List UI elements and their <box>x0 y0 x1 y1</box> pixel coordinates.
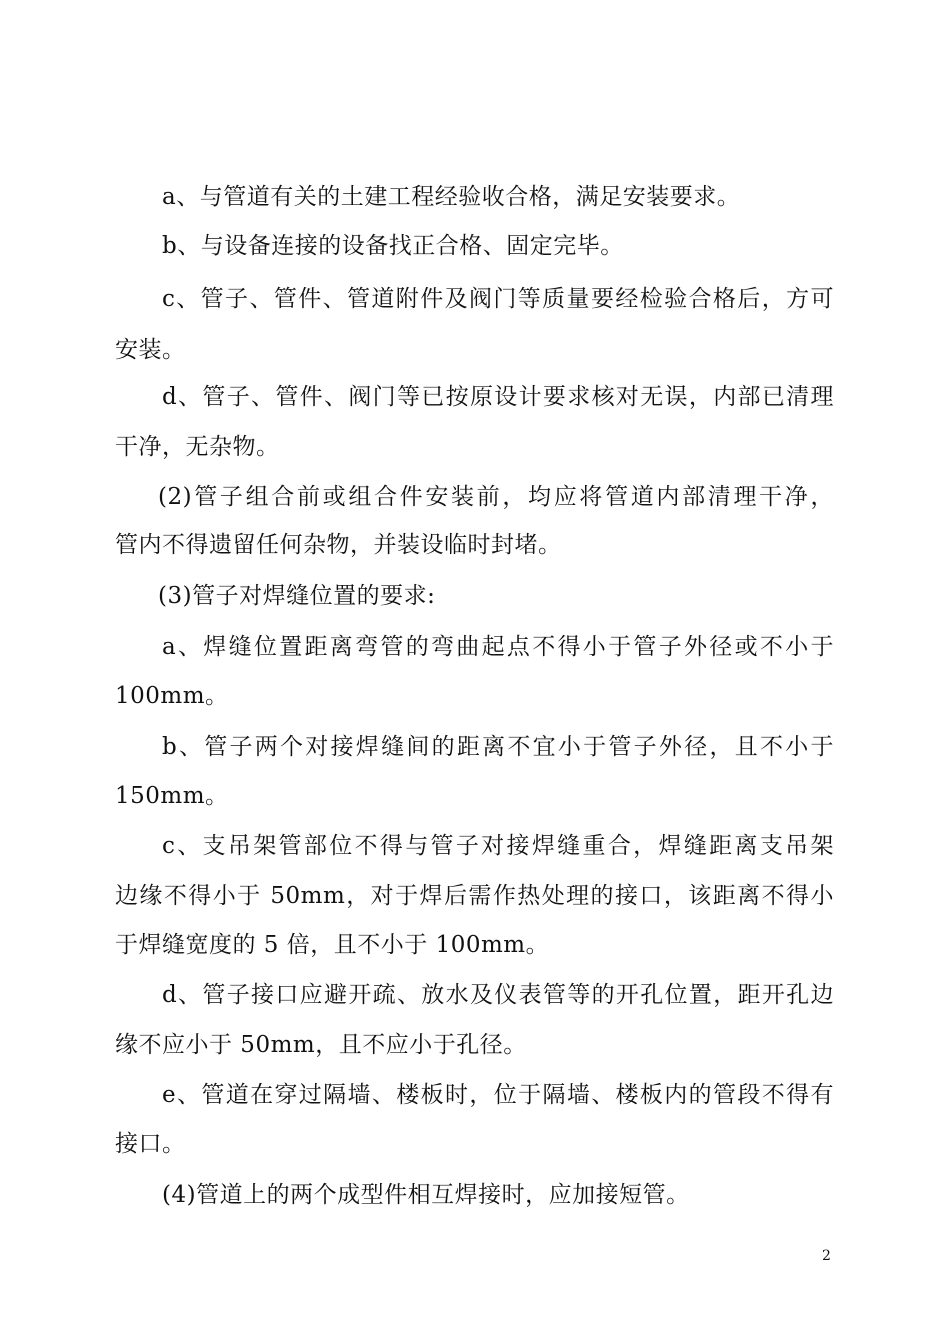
text-line-7: (2)管子组合前或组合件安装前，均应将管道内部清理干净， <box>158 484 834 510</box>
text-line-2: b、与设备连接的设备找正合格、固定完毕。 <box>162 233 624 259</box>
text-line-12: b、管子两个对接焊缝间的距离不宜小于管子外径，且不小于 <box>162 734 834 760</box>
text-line-13: 150mm。 <box>115 783 229 809</box>
text-line-3: c、管子、管件、管道附件及阀门等质量要经检验合格后，方可 <box>162 286 834 312</box>
text-line-17: d、管子接口应避开疏、放水及仪表管等的开孔位置，距开孔边 <box>162 982 834 1008</box>
text-line-20: 接口。 <box>115 1131 186 1157</box>
text-line-6: 干净，无杂物。 <box>115 434 280 460</box>
text-line-21: (4)管道上的两个成型件相互焊接时，应加接短管。 <box>162 1182 690 1208</box>
text-line-5: d、管子、管件、阀门等已按原设计要求核对无误，内部已清理 <box>162 384 834 410</box>
text-line-18: 缘不应小于 50mm，且不应小于孔径。 <box>115 1032 527 1058</box>
text-line-11: 100mm。 <box>115 683 229 709</box>
text-line-8: 管内不得遗留任何杂物，并装设临时封堵。 <box>115 532 562 558</box>
text-line-10: a、焊缝位置距离弯管的弯曲起点不得小于管子外径或不小于 <box>162 634 834 660</box>
page-number: 2 <box>822 1248 831 1264</box>
text-line-14: c、支吊架管部位不得与管子对接焊缝重合，焊缝距离支吊架 <box>162 833 834 859</box>
text-line-1: a、与管道有关的土建工程经验收合格，满足安装要求。 <box>162 184 741 210</box>
text-line-19: e、管道在穿过隔墙、楼板时，位于隔墙、楼板内的管段不得有 <box>162 1082 834 1108</box>
text-line-9: (3)管子对焊缝位置的要求: <box>158 583 436 609</box>
text-line-16: 于焊缝宽度的 5 倍，且不小于 100mm。 <box>115 932 550 958</box>
text-line-15: 边缘不得小于 50mm，对于焊后需作热处理的接口，该距离不得小 <box>115 883 834 909</box>
text-line-4: 安装。 <box>115 337 186 363</box>
